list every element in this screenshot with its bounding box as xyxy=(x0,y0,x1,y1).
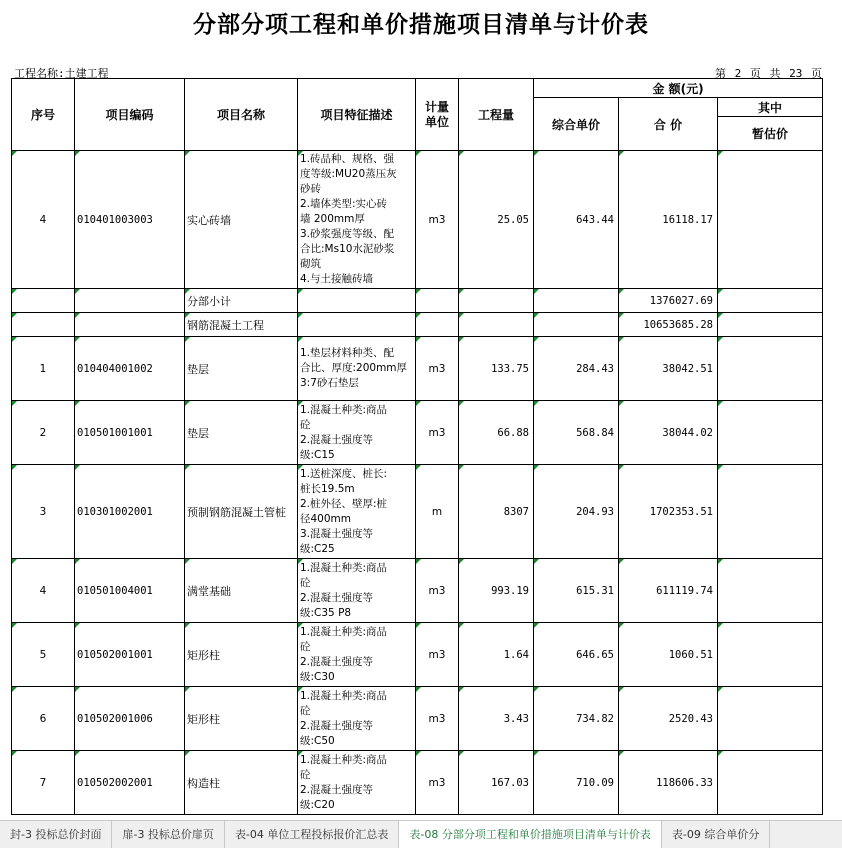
page-title: 分部分项工程和单价措施项目清单与计价表 xyxy=(193,11,649,38)
desc-line: 砼 xyxy=(300,768,311,781)
provisional-cell[interactable] xyxy=(718,151,823,289)
unit-cell[interactable] xyxy=(416,289,459,313)
desc-line: 1.砖品种、规格、强 xyxy=(300,153,395,165)
header-name: 项目名称 xyxy=(185,79,298,151)
header-unit xyxy=(416,79,459,151)
price-cell[interactable] xyxy=(534,289,619,313)
unit-cell[interactable]: m xyxy=(416,465,459,559)
desc-line: 1.混凝土种类:商品 xyxy=(300,753,388,766)
total-cell[interactable]: 118606.33 xyxy=(619,751,718,815)
desc-line: 砼 xyxy=(300,576,311,589)
desc-line: 砼 xyxy=(300,704,311,717)
name-cell[interactable]: 垫层 xyxy=(185,337,298,401)
price-cell[interactable]: 643.44 xyxy=(534,151,619,289)
price-cell[interactable] xyxy=(534,313,619,337)
name-cell[interactable]: 构造柱 xyxy=(185,751,298,815)
seq-cell[interactable]: 5 xyxy=(12,623,75,687)
desc-cell[interactable] xyxy=(298,687,416,751)
desc-line: 级:C20 xyxy=(300,798,335,811)
unit-cell[interactable]: m3 xyxy=(416,151,459,289)
desc-line: 2.桩外径、壁厚:桩 xyxy=(300,497,388,510)
provisional-cell[interactable] xyxy=(718,559,823,623)
desc-cell[interactable] xyxy=(298,465,416,559)
desc-line: 3:7砂石垫层 xyxy=(300,377,359,389)
desc-line: 1.混凝土种类:商品 xyxy=(300,625,388,638)
code-cell[interactable]: 010502002001 xyxy=(75,751,185,815)
provisional-cell[interactable] xyxy=(718,751,823,815)
desc-line: 2.墙体类型:实心砖 xyxy=(300,198,388,210)
desc-line: 4.与土接触砖墙 xyxy=(300,273,374,285)
seq-cell[interactable]: 4 xyxy=(12,559,75,623)
sheet-tab[interactable]: 扉-3 投标总价扉页 xyxy=(112,821,224,848)
header-provisional: 暂估价 xyxy=(718,117,823,151)
price-cell[interactable]: 615.31 xyxy=(534,559,619,623)
seq-cell[interactable]: 1 xyxy=(12,337,75,401)
sheet-tab-bar xyxy=(0,820,842,848)
unit-cell[interactable]: m3 xyxy=(416,687,459,751)
desc-line: 3.砂浆强度等级、配 xyxy=(300,228,395,240)
pricing-table xyxy=(11,78,823,815)
total-cell[interactable]: 16118.17 xyxy=(619,151,718,289)
qty-cell[interactable]: 167.03 xyxy=(459,751,534,815)
spreadsheet-grid[interactable] xyxy=(11,78,823,820)
desc-line: 级:C35 P8 xyxy=(300,606,352,619)
table-row xyxy=(12,687,823,751)
provisional-cell[interactable] xyxy=(718,313,823,337)
desc-line: 级:C15 xyxy=(300,448,335,461)
desc-cell[interactable] xyxy=(298,751,416,815)
seq-cell[interactable]: 2 xyxy=(12,401,75,465)
table-row xyxy=(12,337,823,401)
seq-cell[interactable]: 3 xyxy=(12,465,75,559)
desc-cell[interactable] xyxy=(298,623,416,687)
code-cell[interactable]: 010502001006 xyxy=(75,687,185,751)
seq-cell[interactable]: 6 xyxy=(12,687,75,751)
desc-line: 砼 xyxy=(300,640,311,653)
total-cell[interactable]: 38044.02 xyxy=(619,401,718,465)
desc-cell[interactable] xyxy=(298,151,416,289)
seq-cell[interactable] xyxy=(12,313,75,337)
sheet-tab[interactable]: 表-04 单位工程投标报价汇总表 xyxy=(225,821,399,848)
desc-line: 1.混凝土种类:商品 xyxy=(300,561,388,574)
seq-cell[interactable]: 4 xyxy=(12,151,75,289)
name-cell[interactable]: 钢筋混凝土工程 xyxy=(185,313,298,337)
total-cell[interactable]: 1702353.51 xyxy=(619,465,718,559)
code-cell[interactable]: 010404001002 xyxy=(75,337,185,401)
header-of-which: 其中 xyxy=(718,98,823,117)
desc-line: 砼 xyxy=(300,418,311,431)
unit-cell[interactable]: m3 xyxy=(416,751,459,815)
code-cell[interactable]: 010501004001 xyxy=(75,559,185,623)
project-name-label: 工程名称: xyxy=(14,67,65,80)
desc-cell[interactable] xyxy=(298,337,416,401)
desc-line: 2.混凝土强度等 xyxy=(300,783,374,796)
table-row xyxy=(12,623,823,687)
price-cell[interactable]: 568.84 xyxy=(534,401,619,465)
page-info: 第 2 页 共 23 页 xyxy=(715,67,822,80)
desc-line: 墙 200mm厚 xyxy=(300,213,365,225)
qty-cell[interactable]: 3.43 xyxy=(459,687,534,751)
price-cell[interactable]: 204.93 xyxy=(534,465,619,559)
header-desc: 项目特征描述 xyxy=(298,79,416,151)
desc-line: 1.混凝土种类:商品 xyxy=(300,403,388,416)
desc-line: 1.混凝土种类:商品 xyxy=(300,689,388,702)
name-cell[interactable]: 预制钢筋混凝土管桩 xyxy=(185,465,298,559)
total-cell[interactable]: 10653685.28 xyxy=(619,313,718,337)
desc-line: 合比:Ms10水泥砂浆 xyxy=(300,243,395,255)
qty-cell[interactable]: 25.05 xyxy=(459,151,534,289)
seq-cell[interactable] xyxy=(12,289,75,313)
name-cell[interactable]: 矩形柱 xyxy=(185,687,298,751)
qty-cell[interactable]: 1.64 xyxy=(459,623,534,687)
price-cell[interactable]: 646.65 xyxy=(534,623,619,687)
unit-cell[interactable]: m3 xyxy=(416,623,459,687)
header-unit-price: 综合单价 xyxy=(534,98,619,151)
qty-cell[interactable]: 993.19 xyxy=(459,559,534,623)
desc-cell[interactable] xyxy=(298,401,416,465)
qty-cell[interactable]: 66.88 xyxy=(459,401,534,465)
name-cell[interactable]: 垫层 xyxy=(185,401,298,465)
provisional-cell[interactable] xyxy=(718,687,823,751)
desc-line: 级:C30 xyxy=(300,670,335,683)
unit-cell[interactable] xyxy=(416,313,459,337)
project-name-value: 土建工程 xyxy=(64,67,109,80)
qty-cell[interactable] xyxy=(459,289,534,313)
desc-line: 2.混凝土强度等 xyxy=(300,433,374,446)
desc-line: 径400mm xyxy=(300,512,351,525)
name-cell[interactable]: 分部小计 xyxy=(185,289,298,313)
provisional-cell[interactable] xyxy=(718,337,823,401)
desc-cell[interactable] xyxy=(298,313,416,337)
total-cell[interactable]: 38042.51 xyxy=(619,337,718,401)
table-row xyxy=(12,465,823,559)
desc-line: 1.送桩深度、桩长: xyxy=(300,467,388,480)
sheet-tab[interactable]: 表-08 分部分项工程和单价措施项目清单与计价表 xyxy=(399,821,661,848)
provisional-cell[interactable] xyxy=(718,401,823,465)
desc-line: 2.混凝土强度等 xyxy=(300,655,374,668)
total-cell[interactable]: 611119.74 xyxy=(619,559,718,623)
unit-cell[interactable]: m3 xyxy=(416,401,459,465)
header-amount: 金 额(元) xyxy=(534,79,823,98)
total-cell[interactable]: 1060.51 xyxy=(619,623,718,687)
table-body xyxy=(12,151,823,815)
desc-line: 合比、厚度:200mm厚 xyxy=(300,362,408,374)
seq-cell[interactable]: 7 xyxy=(12,751,75,815)
desc-line: 砂砖 xyxy=(300,183,321,195)
total-cell[interactable]: 1376027.69 xyxy=(619,289,718,313)
qty-cell[interactable]: 133.75 xyxy=(459,337,534,401)
desc-line: 度等级:MU20蒸压灰 xyxy=(300,168,397,180)
unit-cell[interactable]: m3 xyxy=(416,337,459,401)
code-cell[interactable] xyxy=(75,289,185,313)
header-qty: 工程量 xyxy=(459,79,534,151)
header-unit-text: 计量单位 xyxy=(424,99,449,129)
code-cell[interactable] xyxy=(75,313,185,337)
name-cell[interactable]: 矩形柱 xyxy=(185,623,298,687)
table-row xyxy=(12,751,823,815)
desc-line: 3.混凝土强度等 xyxy=(300,527,374,540)
code-cell[interactable]: 010501001001 xyxy=(75,401,185,465)
unit-cell[interactable]: m3 xyxy=(416,559,459,623)
desc-line: 砌筑 xyxy=(300,258,321,270)
qty-cell[interactable] xyxy=(459,313,534,337)
desc-line: 级:C25 xyxy=(300,542,335,555)
price-cell[interactable]: 734.82 xyxy=(534,687,619,751)
provisional-cell[interactable] xyxy=(718,623,823,687)
name-cell[interactable]: 实心砖墙 xyxy=(185,151,298,289)
desc-cell[interactable] xyxy=(298,559,416,623)
desc-line: 2.混凝土强度等 xyxy=(300,719,374,732)
provisional-cell[interactable] xyxy=(718,465,823,559)
header-total: 合 价 xyxy=(619,98,718,151)
name-cell[interactable]: 满堂基础 xyxy=(185,559,298,623)
code-cell[interactable]: 010301002001 xyxy=(75,465,185,559)
table-row xyxy=(12,313,823,337)
desc-line: 1.垫层材料种类、配 xyxy=(300,347,395,359)
table-row xyxy=(12,289,823,313)
qty-cell[interactable]: 8307 xyxy=(459,465,534,559)
desc-cell[interactable] xyxy=(298,289,416,313)
desc-line: 桩长19.5m xyxy=(300,482,355,495)
header-seq: 序号 xyxy=(12,79,75,151)
table-row xyxy=(12,559,823,623)
table-row xyxy=(12,151,823,289)
code-cell[interactable]: 010401003003 xyxy=(75,151,185,289)
desc-line: 2.混凝土强度等 xyxy=(300,591,374,604)
sheet-tab[interactable]: 表-09 综合单价分 xyxy=(662,821,770,848)
table-row xyxy=(12,401,823,465)
sheet-tab[interactable]: 封-3 投标总价封面 xyxy=(0,821,112,848)
code-cell[interactable]: 010502001001 xyxy=(75,623,185,687)
provisional-cell[interactable] xyxy=(718,289,823,313)
total-cell[interactable]: 2520.43 xyxy=(619,687,718,751)
price-cell[interactable]: 710.09 xyxy=(534,751,619,815)
header-code: 项目编码 xyxy=(75,79,185,151)
desc-line: 级:C50 xyxy=(300,734,335,747)
price-cell[interactable]: 284.43 xyxy=(534,337,619,401)
